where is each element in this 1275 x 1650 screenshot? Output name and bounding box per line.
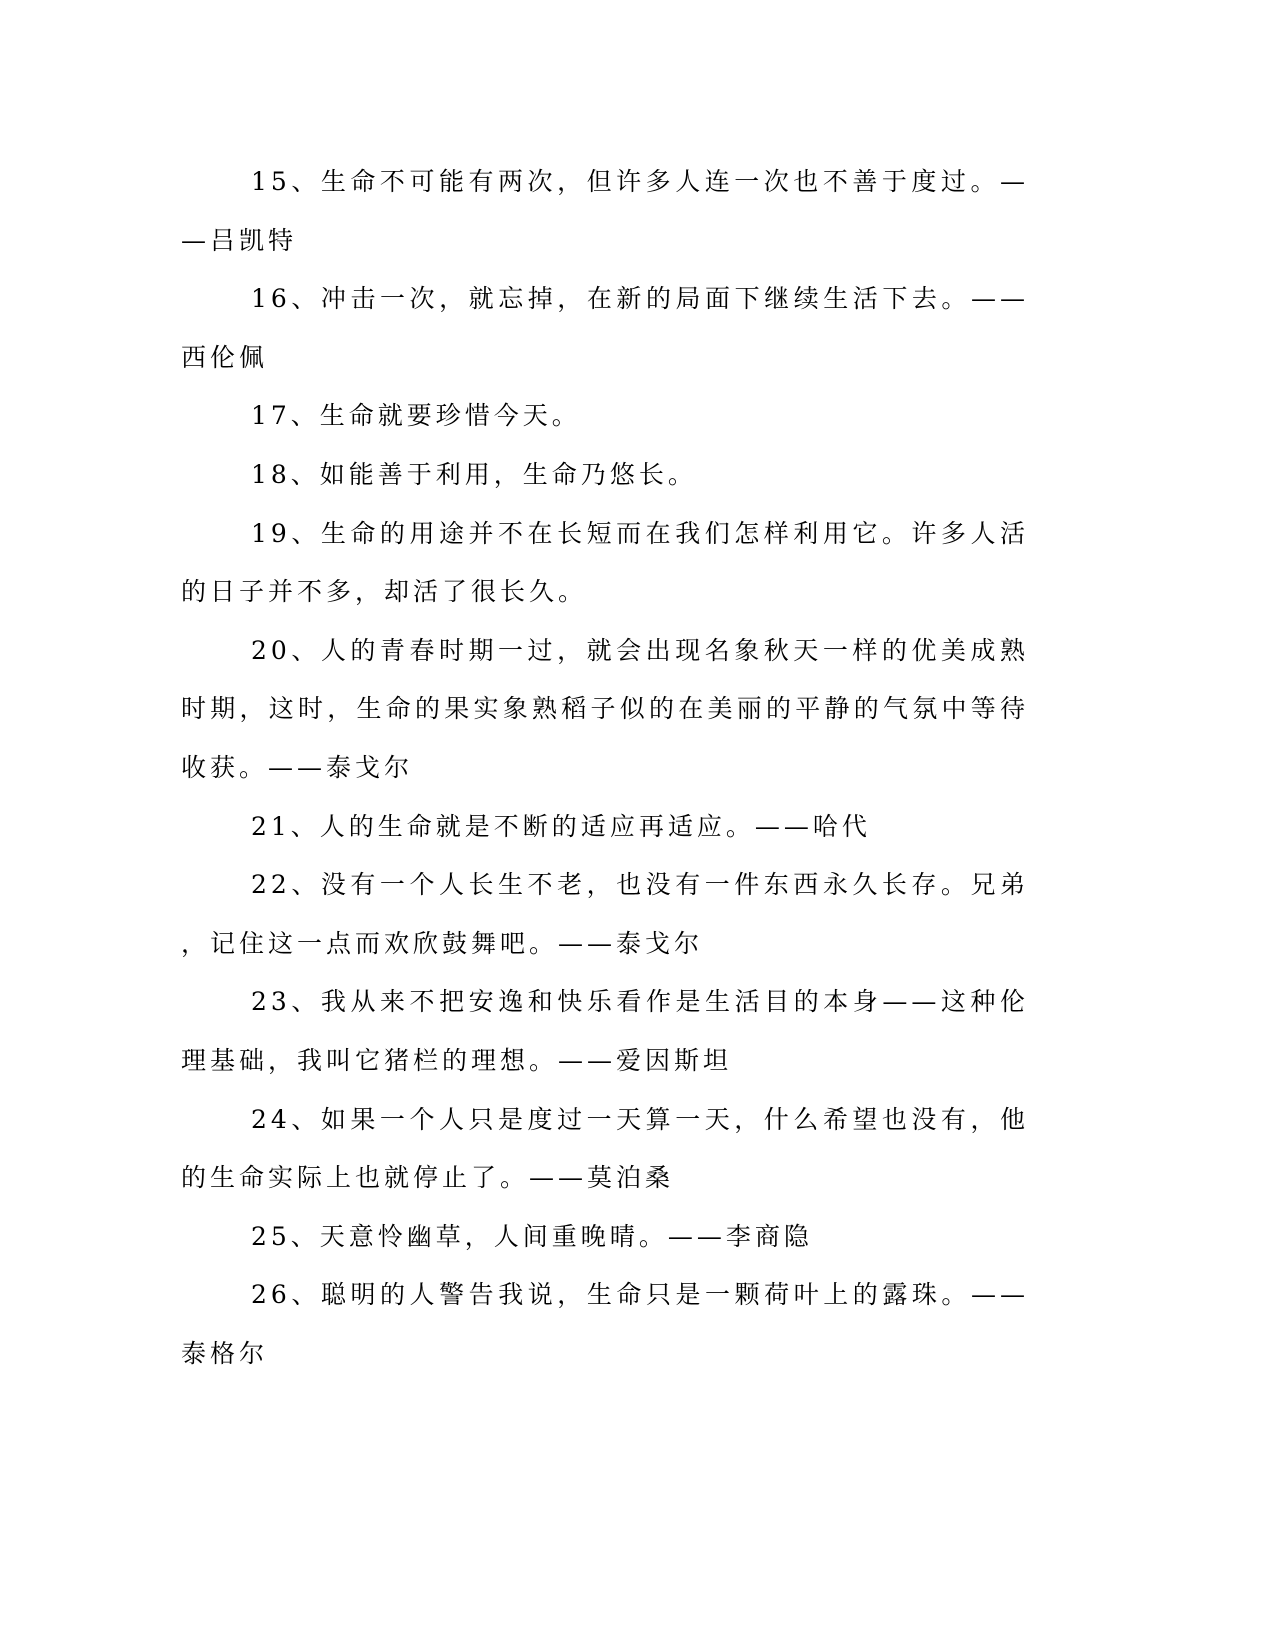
quote-23: 23、我从来不把安逸和快乐看作是生活目的本身——这种伦理基础，我叫它猪栏的理想。——爱因斯坦 [181, 987, 1029, 1075]
quote-26: 26、聪明的人警告我说，生命只是一颗荷叶上的露珠。——泰格尔 [181, 1280, 1029, 1368]
quote-17: 17、生命就要珍惜今天。 [251, 401, 581, 431]
quote-18: 18、如能善于利用，生命乃悠长。 [251, 459, 697, 489]
quote-19: 19、生命的用途并不在长短而在我们怎样利用它。许多人活的日子并不多，却活了很长久。 [181, 518, 1029, 607]
quote-20: 20、人的青春时期一过，就会出现名象秋天一样的优美成熟时期，这时，生命的果实象熟稻子似的在美丽的平静的气氛中等待收获。——泰戈尔 [181, 635, 1029, 782]
quote-25: 25、天意怜幽草，人间重晚晴。——李商隐 [251, 1221, 813, 1251]
quote-16: 16、冲击一次，就忘掉，在新的局面下继续生活下去。——西伦佩 [181, 284, 1029, 372]
quote-15: 15、生命不可能有两次，但许多人连一次也不善于度过。——吕凯特 [181, 167, 1029, 255]
quote-22: 22、没有一个人长生不老，也没有一件东西永久长存。兄弟，记住这一点而欢欣鼓舞吧。——泰戈尔 [181, 870, 1029, 958]
quote-21: 21、人的生命就是不断的适应再适应。——哈代 [251, 811, 871, 841]
document-page [181, 153, 1029, 1383]
quote-24: 24、如果一个人只是度过一天算一天，什么希望也没有，他的生命实际上也就停止了。——莫泊桑 [181, 1104, 1029, 1193]
